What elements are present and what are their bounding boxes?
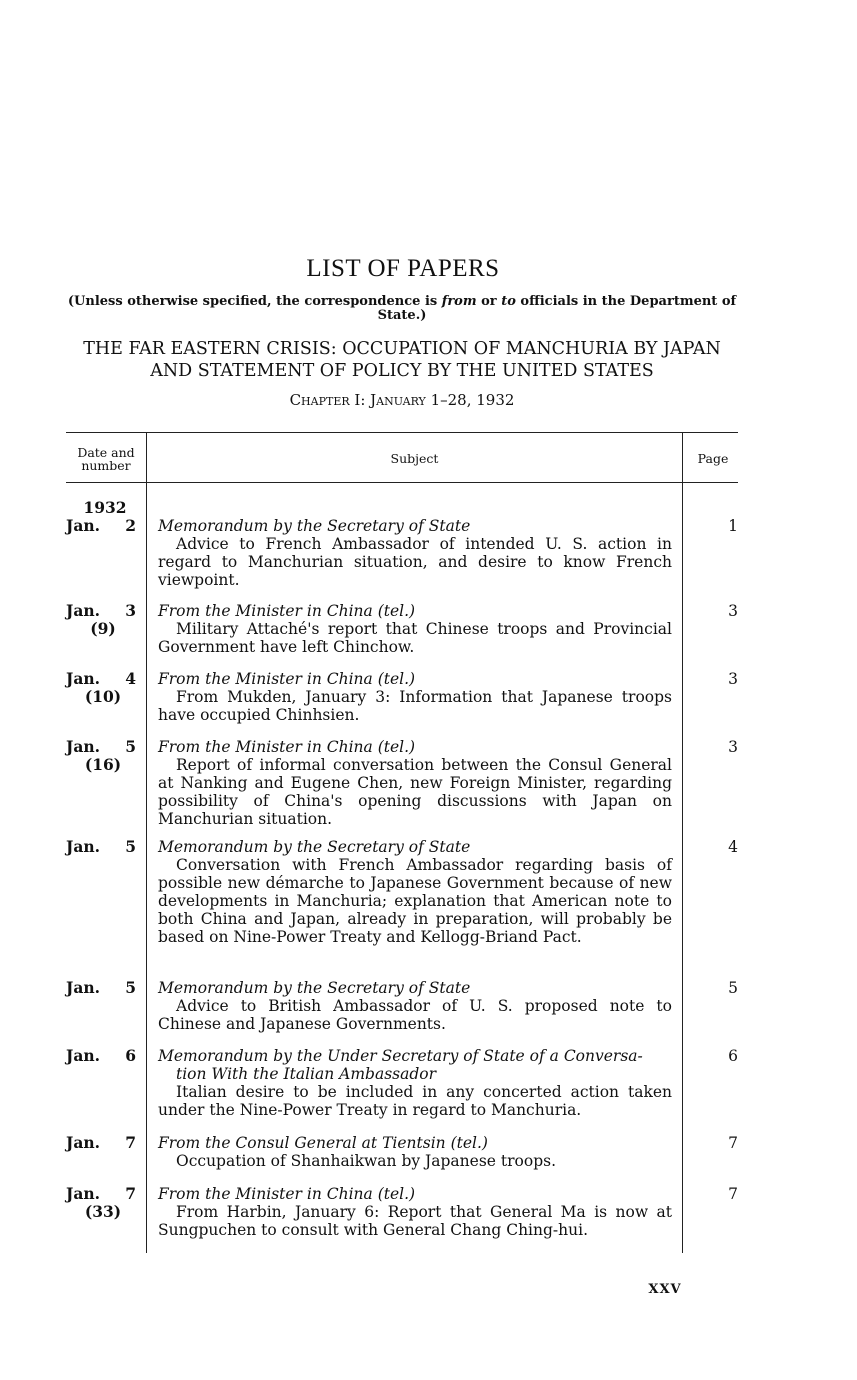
entry-day: 6 (125, 1046, 136, 1065)
entry-page: 4 (728, 838, 738, 856)
entry-page: 5 (728, 979, 738, 997)
entry-summary: From Mukden, January 3: Information that Japanese troops have occupied Chinhsien. (158, 688, 672, 724)
entry-month: Jan. (66, 837, 101, 856)
entry-date (66, 979, 136, 997)
entry-summary: Advice to British Ambassador of U. S. proposed note to Chinese and Japanese Governments. (158, 997, 672, 1033)
entry-from-line-1: Memorandum by the Under Secretary of State of a Conversa- (158, 1047, 643, 1065)
entry-date (66, 1134, 136, 1152)
section-heading-line-2: AND STATEMENT OF POLICY BY THE UNITED STATES (150, 361, 654, 381)
entry-from-line-1: From the Minister in China (tel.) (158, 602, 416, 620)
entry-number: (33) (84, 1202, 122, 1221)
entry-subject (158, 738, 672, 828)
column-header-subject: Subject (390, 451, 439, 466)
column-header-date-line-2: number (81, 458, 131, 473)
year-label: 1932 (83, 498, 127, 517)
entry-number: (16) (84, 755, 122, 774)
entry-subject (158, 979, 672, 1033)
note-text-end: officials in the Department of State.) (377, 294, 737, 323)
section-heading (66, 338, 738, 382)
page-title: LIST OF PAPERS (306, 255, 500, 282)
entry-subject (158, 517, 672, 589)
entry-from-line-1: From the Minister in China (tel.) (158, 1185, 416, 1203)
entry-summary: Conversation with French Ambassador regarding basis of possible new démarche to Japanese Government because of new developments in Manchuria; explanation that American note to both China and Japan, already in preparation, will probably be based on Nine-Power Treaty and Kellogg-Briand Pact. (158, 856, 672, 946)
entry-subject (158, 602, 672, 656)
table-column-divider-right (682, 432, 683, 1253)
entry-month: Jan. (66, 1046, 101, 1065)
entry-date (66, 517, 136, 535)
entry-page: 1 (728, 517, 738, 535)
entry-month: Jan. (66, 737, 101, 756)
entry-from-line-1: Memorandum by the Secretary of State (158, 517, 471, 535)
entry-summary: Report of informal conversation between the Consul General at Nanking and Eugene Chen, new Foreign Minister, regarding possibility of China's opening discussions with Japan on Manchurian situation. (158, 756, 672, 828)
entry-month: Jan. (66, 1133, 101, 1152)
table-header-rule (66, 482, 738, 483)
note-from: from (441, 294, 477, 309)
entry-from (158, 1047, 672, 1083)
column-header-date (66, 446, 146, 472)
entry-from (158, 738, 672, 756)
entry-day: 5 (125, 737, 136, 756)
entry-day: 7 (125, 1133, 136, 1152)
entry-from-line-1: From the Consul General at Tientsin (tel.) (158, 1134, 488, 1152)
entry-date (66, 838, 136, 856)
entry-page: 7 (728, 1134, 738, 1152)
entry-from-line-2: tion With the Italian Ambassador (176, 1065, 437, 1083)
entry-day: 7 (125, 1184, 136, 1203)
entry-from (158, 838, 672, 856)
entry-subject (158, 1185, 672, 1239)
entry-summary: Military Attaché's report that Chinese troops and Provincial Government have left Chinchow. (158, 620, 672, 656)
entry-from (158, 1134, 672, 1152)
entry-date (66, 738, 136, 774)
note-to: to (501, 294, 516, 309)
table-column-divider-left (146, 432, 147, 1253)
entry-from-line-1: From the Minister in China (tel.) (158, 670, 416, 688)
entry-month: Jan. (66, 978, 101, 997)
entry-day: 5 (125, 837, 136, 856)
entry-subject (158, 838, 672, 946)
note-text-start: (Unless otherwise specified, the correspondence is (67, 294, 442, 309)
entry-day: 5 (125, 978, 136, 997)
entry-page: 7 (728, 1185, 738, 1203)
entry-subject (158, 1134, 672, 1170)
entry-from (158, 517, 672, 535)
entry-date (66, 1047, 136, 1065)
entry-page: 3 (728, 602, 738, 620)
entry-summary: From Harbin, January 6: Report that General Ma is now at Sungpuchen to consult with General Chang Ching-hui. (158, 1203, 672, 1239)
page-folio: XXV (648, 1282, 682, 1297)
entry-page: 3 (728, 670, 738, 688)
entry-subject (158, 670, 672, 724)
entry-month: Jan. (66, 1184, 101, 1203)
note-or: or (476, 294, 502, 309)
entry-number: (9) (90, 619, 116, 638)
entry-day: 3 (125, 601, 136, 620)
entry-page: 6 (728, 1047, 738, 1065)
entry-month: Jan. (66, 669, 101, 688)
chapter-heading: Chapter I: January 1–28, 1932 (289, 391, 515, 409)
entry-date (66, 602, 136, 638)
entry-summary: Occupation of Shanhaikwan by Japanese troops. (176, 1152, 556, 1170)
entry-day: 2 (125, 516, 136, 535)
entry-summary: Italian desire to be included in any concerted action taken under the Nine-Power Treaty in regard to Manchuria. (158, 1083, 672, 1119)
entry-summary: Advice to French Ambassador of intended U. S. action in regard to Manchurian situation, and desire to know French viewpoint. (158, 535, 672, 589)
entry-page: 3 (728, 738, 738, 756)
table-top-rule (66, 432, 738, 433)
entry-subject (158, 1047, 672, 1119)
entry-month: Jan. (66, 516, 101, 535)
correspondence-note (66, 295, 738, 323)
entry-from-line-1: From the Minister in China (tel.) (158, 738, 416, 756)
entry-from (158, 670, 672, 688)
entry-number: (10) (84, 687, 122, 706)
column-header-page: Page (697, 451, 729, 466)
entry-from (158, 602, 672, 620)
entry-from-line-1: Memorandum by the Secretary of State (158, 979, 471, 997)
column-header-date-line-1: Date and (77, 445, 135, 460)
entry-day: 4 (125, 669, 136, 688)
entry-date (66, 670, 136, 706)
section-heading-line-1: THE FAR EASTERN CRISIS: OCCUPATION OF MANCHURIA BY JAPAN (83, 339, 721, 359)
entry-date (66, 1185, 136, 1221)
entry-month: Jan. (66, 601, 101, 620)
entry-from (158, 1185, 672, 1203)
entry-from (158, 979, 672, 997)
entry-from-line-1: Memorandum by the Secretary of State (158, 838, 471, 856)
